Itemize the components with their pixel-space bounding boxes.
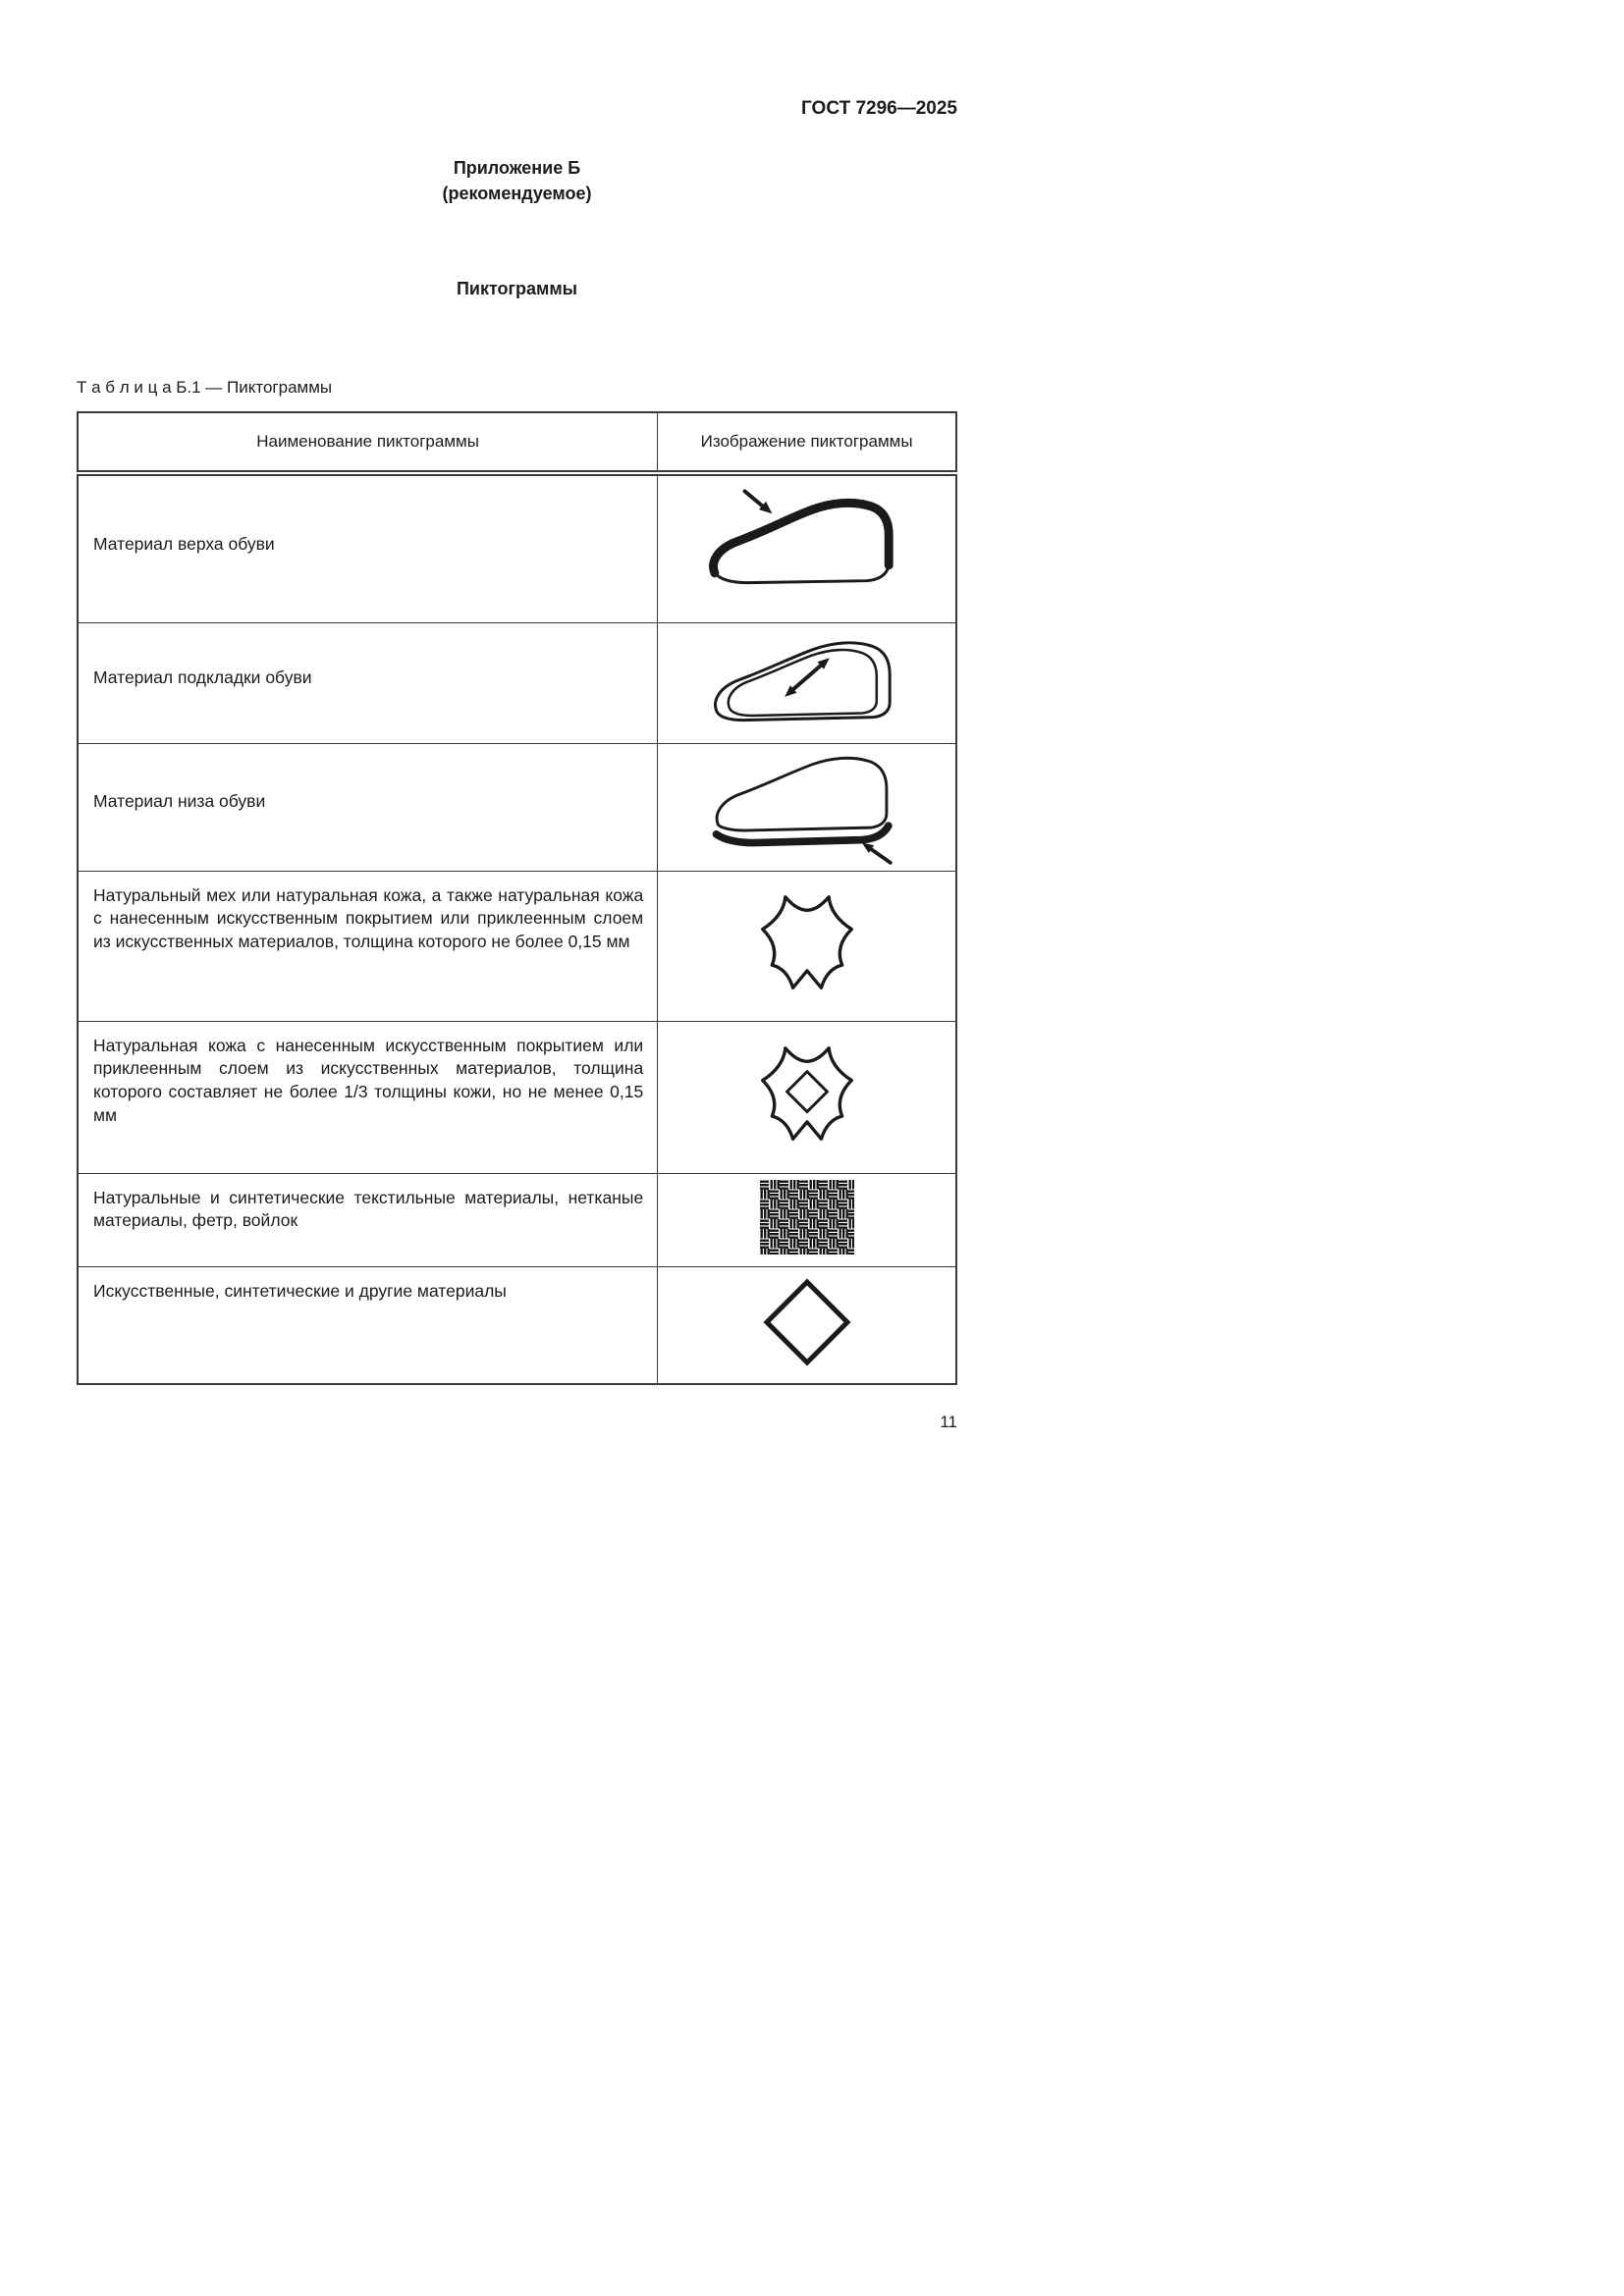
table-row [78, 1021, 956, 1173]
pictogram-name: Натуральная кожа с нанесенным искусственным покрытием или приклеенным слоем из искусственных материалов, толщина которого составляет не более 1/3 толщины кожи, но не менее 0,15 мм [78, 1021, 658, 1173]
section-title: Пиктограммы [456, 279, 578, 299]
document-code: ГОСТ 7296—2025 [801, 98, 957, 119]
pictogram-name: Искусственные, синтетические и другие материалы [78, 1266, 658, 1384]
table-row [78, 871, 956, 1021]
content-block [77, 0, 957, 1432]
table-row [78, 743, 956, 871]
table-header-row [78, 412, 956, 473]
pictogram-image-cell [658, 871, 956, 1021]
pictogram-image-cell [658, 622, 956, 743]
shoe-upper-material-icon [700, 486, 914, 608]
table-row [78, 1173, 956, 1266]
appendix-heading [77, 155, 957, 206]
appendix-subtitle: (рекомендуемое) [442, 184, 592, 204]
pictogram-image-cell [658, 1266, 956, 1384]
pictogram-name: Материал верха обуви [78, 473, 658, 622]
table-row [78, 473, 956, 622]
shoe-bottom-material-icon [703, 745, 911, 865]
pictogram-image-cell [658, 1021, 956, 1173]
synthetic-diamond-icon [758, 1273, 856, 1371]
column-header-name: Наименование пиктограммы [78, 412, 658, 473]
table-caption: Т а б л и ц а Б.1 — Пиктограммы [77, 378, 333, 398]
textile-weave-icon [760, 1180, 854, 1255]
pictogram-name: Натуральный мех или натуральная кожа, а также натуральная кожа с нанесенным искусственным покрытием или приклеенным слоем из искусственных материалов, толщина которого не более 0,15 мм [78, 871, 658, 1021]
coated-leather-hide-icon [755, 1040, 859, 1149]
pictogram-image-cell [658, 1173, 956, 1266]
pictogram-image-cell [658, 743, 956, 871]
table-row [78, 1266, 956, 1384]
pictogram-name: Материал низа обуви [78, 743, 658, 871]
table-row [78, 622, 956, 743]
column-header-image: Изображение пиктограммы [658, 412, 956, 473]
pictogram-name: Натуральные и синтетические текстильные материалы, нетканые материалы, фетр, войлок [78, 1173, 658, 1266]
shoe-lining-material-icon [705, 630, 909, 730]
pictograms-table [77, 411, 957, 1385]
pictogram-image-cell [658, 473, 956, 622]
pictogram-name: Материал подкладки обуви [78, 622, 658, 743]
natural-leather-hide-icon [755, 888, 859, 998]
page-number: 11 [940, 1413, 957, 1432]
appendix-title: Приложение Б [453, 158, 581, 178]
